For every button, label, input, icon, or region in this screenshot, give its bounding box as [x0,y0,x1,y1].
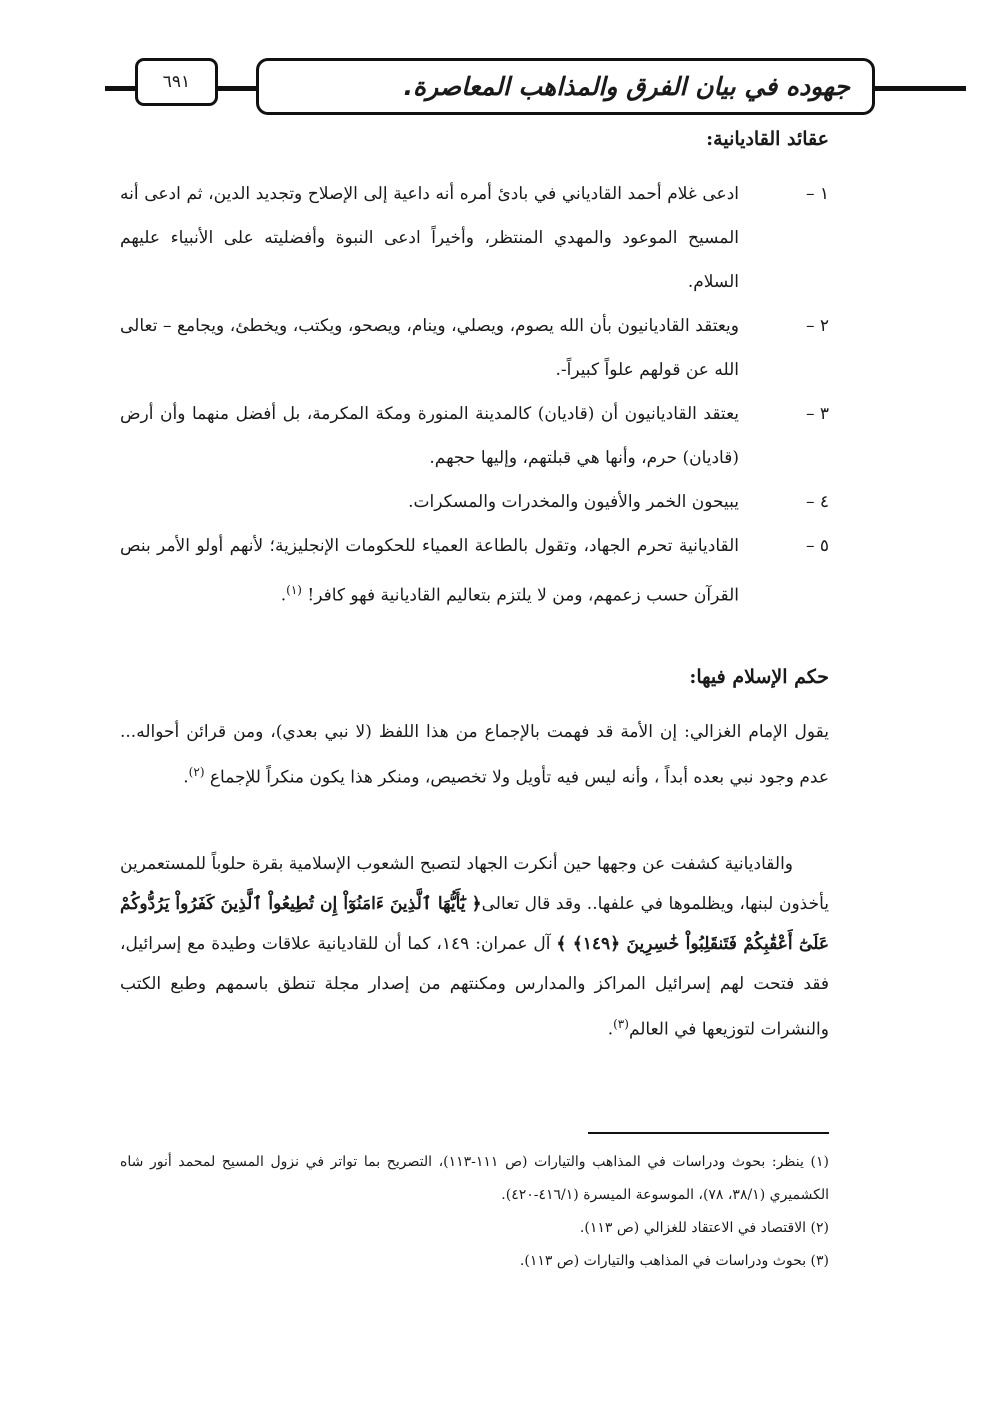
list-item [120,392,829,480]
page-number: ٦٩١ [135,58,218,106]
list-item [120,480,829,524]
quran-verse: ﴿ يَٰٓأَيُّهَا ٱلَّذِينَ ءَامَنُوٓاْ إِن تُطِيعُواْ ٱلَّذِينَ كَفَرُواْ يَرُدُّوكُمْ عَلَىٰٓ أَعْقَٰبِكُمْ فَتَنقَلِبُواْ خَٰسِرِينَ ﴿١٤٩﴾ ﴾ [120,894,829,954]
running-title: جهوده في بيان الفرق والمذاهب المعاصرة. [256,58,875,115]
item-text: ادعى غلام أحمد القادياني في بادئ أمره أنه داعية إلى الإصلاح وتجديد الدين، ثم ادعى أنه المسيح الموعود والمهدي المنتظر، وأخيراً ادعى النبوة وأفضليته على الأنبياء عليهم السلام. [120,184,739,292]
paragraph-ghazali: يقول الإمام الغزالي: إن الأمة قد فهمت بالإجماع من هذا اللفظ (لا نبي بعدي)، ومن قرائن أحواله... عدم وجود نبي بعده أبداً ، وأنه ليس فيه تأويل ولا تخصيص، ومنكر هذا يكون منكراً للإجماع $^{(٢)}$. [120,722,829,788]
paragraph-text: يقول الإمام الغزالي: إن الأمة قد فهمت بالإجماع من هذا اللفظ (لا نبي بعدي)، ومن قرائن أحواله... عدم وجود نبي بعده أبداً ، وأنه ليس فيه تأويل ولا تخصيص، ومنكر هذا يكون منكراً للإجماع [120,722,829,788]
footnote: (١) ينظر: بحوث ودراسات في المذاهب والتيارات (ص ١١١-١١٣)، التصريح بما تواتر في نزول المسيح لمحمد أنور شاه الكشميري (٣٨/١، ٧٨)، الموسوعة الميسرة (٤١٦/١-٤٢٠). [120,1154,829,1203]
section-heading-beliefs: عقائد القاديانية: [706,128,829,150]
section-heading-ruling: حكم الإسلام فيها: [689,666,829,688]
item-text: القاديانية تحرم الجهاد، وتقول بالطاعة العمياء للحكومات الإنجليزية؛ لأنهم أولو الأمر بنص القرآن حسب زعمهم، ومن لا يلتزم بتعاليم القاديانية فهو كافر! $^{(١)}$. [120,536,739,606]
footnote-separator [588,1132,829,1134]
list-item [120,524,829,618]
paragraph-text: آل عمران: ١٤٩، كما أن للقاديانية علاقات وطيدة مع إسرائيل، فقد فتحت لهم إسرائيل المراكز والمدارس ومكنتهم من إصدار مجلة تنطق باسمهم وطبع الكتب والنشرات لتوزيعها في العالم [120,934,829,1040]
list-item [120,172,829,304]
footnote: (٢) الاقتصاد في الاعتقاد للغزالي (ص ١١٣). [579,1220,829,1236]
header-rule-right [873,86,966,91]
item-text: ويعتقد القاديانيون بأن الله يصوم، ويصلي، وينام، ويصحو، ويكتب، ويخطئ، ويجامع – تعالى الله عن قولهم علواً كبيراً-. [120,316,739,380]
list-item [120,304,829,392]
item-text: يعتقد القاديانيون أن (قاديان) كالمدينة المنورة ومكة المكرمة، بل أفضل منهما وأن أرض (قاديان) حرم، وأنها هي قبلتهم، وإليها حجهم. [120,404,739,468]
beliefs-list [120,172,829,618]
paragraph-jihad: والقاديانية كشفت عن وجهها حين أنكرت الجهاد لتصبح الشعوب الإسلامية بقرة حلوباً للمستعمرين يأخذون لبنها، ويظلموها في علفها.. وقد قال تعالى﴿ يَٰٓأَيُّهَا ٱلَّذِينَ ءَامَنُوٓاْ إِن تُطِيعُواْ ٱلَّذِينَ كَفَرُواْ يَرُدُّوكُمْ عَلَىٰٓ أَعْقَٰبِكُمْ فَتَنقَلِبُواْ خَٰسِرِينَ ﴿١٤٩﴾ ﴾ آل عمران: ١٤٩، كما أن للقاديانية علاقات وطيدة مع إسرائيل، فقد فتحت لهم إسرائيل المراكز والمدارس ومكنتهم من إصدار مجلة تنطق باسمهم وطبع الكتب والنشرات لتوزيعها في العالم$^{(٣)}$. [120,854,829,1040]
footnote-ref-1[interactable]: (١) [286,583,302,597]
item-text-body: القاديانية تحرم الجهاد، وتقول بالطاعة العمياء للحكومات الإنجليزية؛ لأنهم أولو الأمر بنص القرآن حسب زعمهم، ومن لا يلتزم بتعاليم القاديانية فهو كافر! [120,536,739,606]
footnotes [120,1146,829,1278]
paragraph-text: والقاديانية كشفت عن وجهها حين أنكرت الجهاد لتصبح الشعوب الإسلامية بقرة حلوباً للمستعمرين يأخذون لبنها، ويظلموها في علفها.. وقد قال تعالى [120,854,829,914]
footnote: (٣) بحوث ودراسات في المذاهب والتيارات (ص ١١٣). [519,1253,829,1269]
header-rule-left [105,86,137,91]
item-number: ٤ – [805,492,829,512]
header-rule-middle [218,86,258,91]
item-number: ٥ – [805,536,829,556]
footnote-ref-3[interactable]: (٣) [613,1017,629,1031]
footnote-ref-2[interactable]: (٢) [188,765,205,779]
item-number: ٣ – [805,404,829,424]
item-number: ١ – [805,184,829,204]
item-number: ٢ – [805,316,829,336]
item-text: يبيحون الخمر والأفيون والمخدرات والمسكرات. [408,492,739,512]
